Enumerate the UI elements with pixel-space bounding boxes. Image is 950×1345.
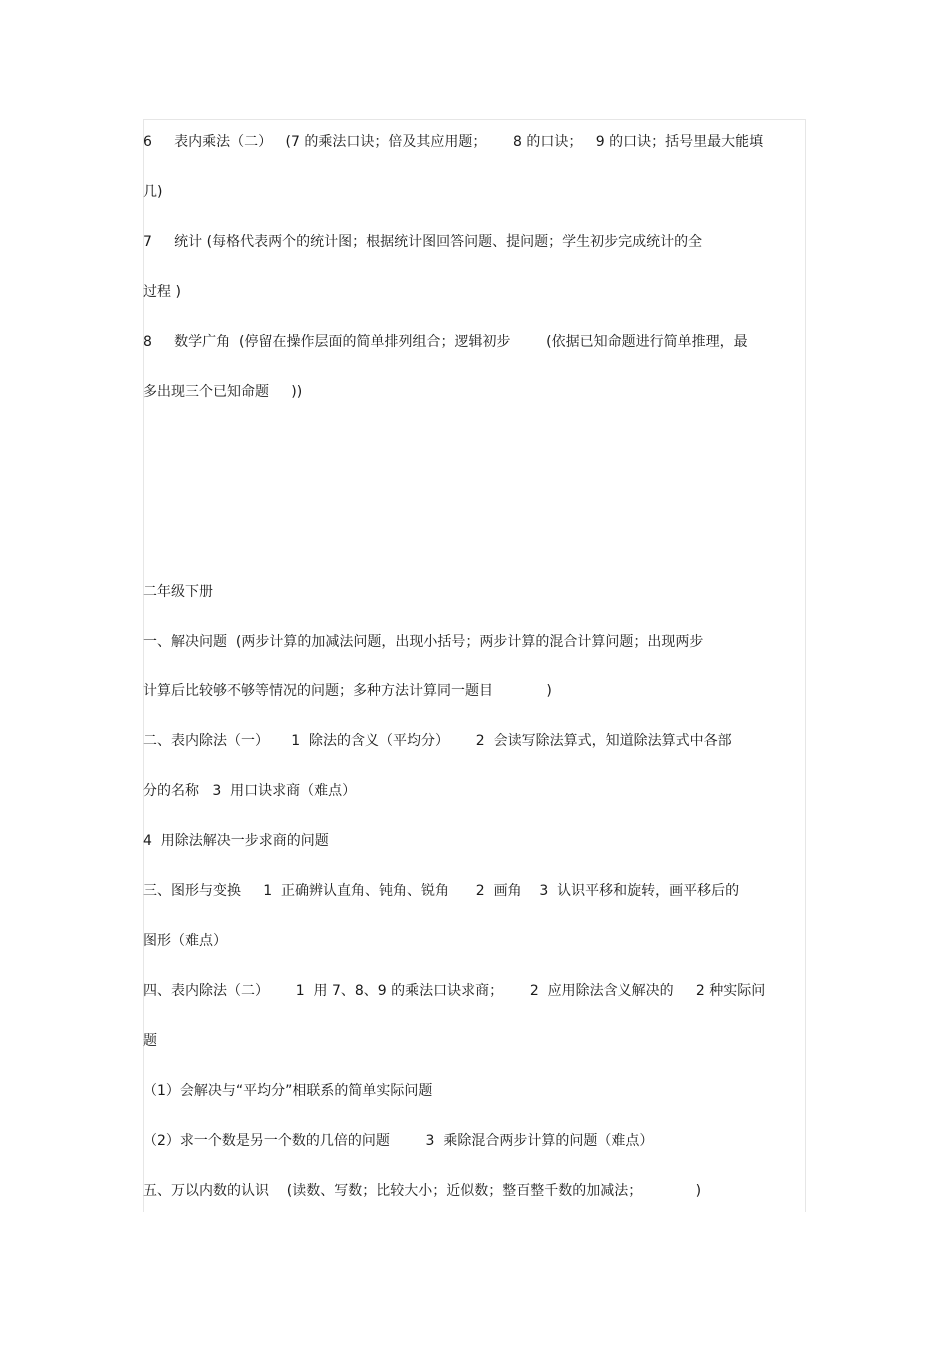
text-line: 几) [143,184,163,200]
text-line: （1）会解决与“平均分”相联系的简单实际问题 [143,1083,433,1099]
text-line: 三、图形与变换 1 正确辨认直角、钝角、锐角 2 画角 3 认识平移和旋转，画平移后的 [143,883,740,899]
text-line: 图形（难点） [143,933,227,949]
section-heading: 二年级下册 [143,584,213,600]
text-line: （2）求一个数是另一个数的几倍的问题 3 乘除混合两步计算的问题（难点） [143,1133,654,1149]
text-line: 7 统计 (每格代表两个的统计图；根据统计图回答问题、提问题；学生初步完成统计的全 [143,234,703,250]
text-line: 二、表内除法（一） 1 除法的含义（平均分） 2 会读写除法算式，知道除法算式中各部 [143,733,732,749]
text-line: 计算后比较够不够等情况的问题；多种方法计算同一题目 ) [143,683,552,699]
text-line: 题 [143,1033,157,1049]
page-frame [143,119,806,1212]
text-line: 4 用除法解决一步求商的问题 [143,833,329,849]
text-line: 五、万以内数的认识 (读数、写数；比较大小；近似数；整百整千数的加减法； ) [143,1183,702,1199]
text-line: 多出现三个已知命题 )) [143,384,303,400]
text-line: 四、表内除法（二） 1 用 7、8、9 的乘法口诀求商； 2 应用除法含义解决的 2 种实际问 [143,983,766,999]
text-line: 分的名称 3 用口诀求商（难点） [143,783,357,799]
text-line: 8 数学广角 (停留在操作层面的简单排列组合；逻辑初步 (依据已知命题进行简单推理，最 [143,334,748,350]
text-line: 过程 ) [143,284,181,300]
text-line: 6 表内乘法（二） (7 的乘法口诀；倍及其应用题； 8 的口诀； 9 的口诀；括号里最大能填 [143,134,764,150]
text-line: 一、解决问题 (两步计算的加减法问题，出现小括号；两步计算的混合计算问题；出现两步 [143,634,704,650]
